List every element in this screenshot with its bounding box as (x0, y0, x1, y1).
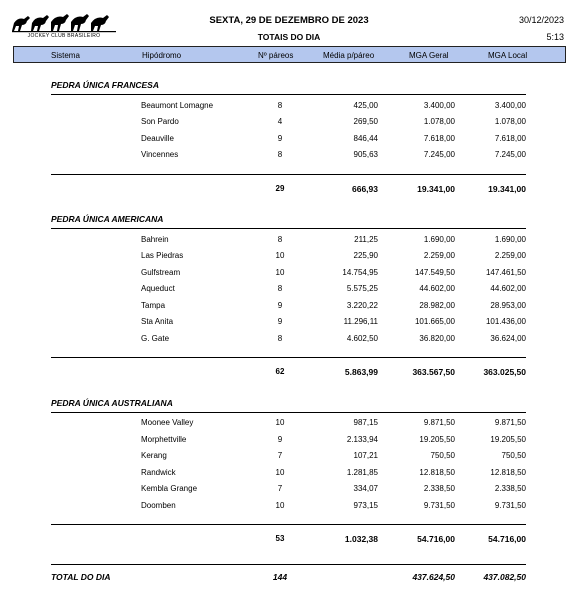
mga-geral-value: 44.602,00 (419, 284, 455, 293)
grand-total-label: TOTAL DO DIA (51, 572, 111, 582)
column-header-bar (13, 46, 566, 63)
section-divider (51, 228, 526, 229)
report-time: 5:13 (546, 32, 564, 42)
total-media: 666,93 (352, 184, 378, 194)
logo-text: JOCKEY CLUB BRASILEIRO (27, 33, 101, 39)
mga-local-value: 7.245,00 (494, 150, 526, 159)
table-row (0, 150, 578, 162)
mga-geral-value: 9.871,50 (423, 418, 455, 427)
media-value: 5.575,25 (346, 284, 378, 293)
table-row (0, 301, 578, 313)
hipodromo-name: Randwick (141, 468, 176, 477)
mga-geral-value: 1.078,00 (423, 117, 455, 126)
mga-geral-value: 1.690,00 (423, 235, 455, 244)
table-row (0, 451, 578, 463)
media-value: 4.602,50 (346, 334, 378, 343)
media-value: 973,15 (353, 501, 378, 510)
media-value: 211,25 (354, 235, 378, 244)
mga-local-value: 147.461,50 (485, 268, 526, 277)
media-value: 107,21 (353, 451, 378, 460)
section-total-row (0, 184, 578, 196)
pareos-count: 7 (277, 484, 283, 493)
media-value: 334,07 (353, 484, 378, 493)
pareos-count: 8 (277, 284, 283, 293)
table-row (0, 268, 578, 280)
media-value: 269,50 (353, 117, 378, 126)
hipodromo-name: Kerang (141, 451, 167, 460)
mga-geral-value: 36.820,00 (419, 334, 455, 343)
section-total-row (0, 534, 578, 546)
hipodromo-name: Deauville (141, 134, 174, 143)
hipodromo-name: G. Gate (141, 334, 170, 343)
hipodromo-name: Doomben (141, 501, 176, 510)
pareos-count: 8 (277, 150, 283, 159)
pareos-count: 9 (277, 301, 283, 310)
pareos-count: 10 (275, 501, 285, 510)
mga-local-value: 7.618,00 (494, 134, 526, 143)
mga-geral-value: 101.665,00 (414, 317, 455, 326)
hipodromo-name: Moonee Valley (141, 418, 194, 427)
mga-geral-value: 7.618,00 (423, 134, 455, 143)
table-row (0, 334, 578, 346)
media-value: 425,00 (353, 101, 378, 110)
report-subtitle: TOTAIS DO DIA (257, 32, 321, 42)
hipodromo-name: Tampa (141, 301, 166, 310)
media-value: 846,44 (353, 134, 378, 143)
mga-local-value: 1.690,00 (494, 235, 526, 244)
hipodromo-name: Las Piedras (141, 251, 184, 260)
grand-total-row (0, 572, 578, 584)
mga-local-value: 12.818,50 (490, 468, 526, 477)
mga-local-value: 44.602,00 (490, 284, 526, 293)
col-hipodromo: Hipódromo (142, 51, 182, 60)
hipodromo-name: Aqueduct (141, 284, 175, 293)
pareos-count: 10 (275, 418, 285, 427)
section-title: PEDRA ÚNICA AUSTRALIANA (51, 398, 173, 408)
col-n-pareos: Nº páreos (258, 51, 294, 60)
total-mga-geral: 19.341,00 (417, 184, 455, 194)
pareos-count: 10 (275, 468, 285, 477)
mga-geral-value: 9.731,50 (423, 501, 455, 510)
pareos-count: 8 (277, 235, 283, 244)
hipodromo-name: Gulfstream (141, 268, 181, 277)
total-pareos: 62 (275, 367, 285, 376)
mga-local-value: 101.436,00 (485, 317, 526, 326)
media-value: 987,15 (353, 418, 378, 427)
table-row (0, 317, 578, 329)
grand-total-mga-local: 437.082,50 (483, 572, 526, 582)
total-mga-geral: 363.567,50 (412, 367, 455, 377)
section-title: PEDRA ÚNICA FRANCESA (51, 80, 159, 90)
mga-geral-value: 2.338,50 (423, 484, 455, 493)
table-row (0, 468, 578, 480)
media-value: 2.133,94 (346, 435, 378, 444)
total-divider (51, 357, 526, 358)
table-row (0, 435, 578, 447)
grand-total-mga-geral: 437.624,50 (412, 572, 455, 582)
mga-geral-value: 19.205,50 (419, 435, 455, 444)
total-mga-local: 54.716,00 (488, 534, 526, 544)
table-row (0, 251, 578, 263)
hipodromo-name: Son Pardo (141, 117, 179, 126)
report-date: 30/12/2023 (518, 15, 564, 25)
total-mga-local: 363.025,50 (483, 367, 526, 377)
mga-local-value: 28.953,00 (490, 301, 526, 310)
media-value: 11.296,11 (343, 317, 378, 326)
mga-local-value: 750,50 (501, 451, 526, 460)
section-total-row (0, 367, 578, 379)
pareos-count: 9 (277, 134, 283, 143)
grand-total-pareos: 144 (272, 572, 288, 582)
table-row (0, 134, 578, 146)
table-row (0, 501, 578, 513)
hipodromo-name: Morphettville (141, 435, 187, 444)
mga-geral-value: 2.259,00 (423, 251, 455, 260)
total-mga-geral: 54.716,00 (417, 534, 455, 544)
media-value: 905,63 (353, 150, 378, 159)
table-row (0, 484, 578, 496)
total-pareos: 29 (275, 184, 285, 193)
pareos-count: 9 (277, 317, 283, 326)
total-media: 5.863,99 (344, 367, 378, 377)
mga-local-value: 2.338,50 (494, 484, 526, 493)
pareos-count: 7 (277, 451, 283, 460)
section-title: PEDRA ÚNICA AMERICANA (51, 214, 164, 224)
section-divider (51, 94, 526, 95)
pareos-count: 9 (277, 435, 283, 444)
pareos-count: 4 (277, 117, 283, 126)
mga-geral-value: 28.982,00 (419, 301, 455, 310)
col-mga-geral: MGA Geral (409, 51, 449, 60)
mga-local-value: 9.731,50 (494, 501, 526, 510)
mga-local-value: 36.624,00 (490, 334, 526, 343)
table-row (0, 101, 578, 113)
hipodromo-name: Bahrein (141, 235, 169, 244)
report-title: SEXTA, 29 DE DEZEMBRO DE 2023 (209, 15, 369, 26)
total-divider (51, 524, 526, 525)
total-pareos: 53 (275, 534, 285, 543)
pareos-count: 8 (277, 101, 283, 110)
hipodromo-name: Vincennes (141, 150, 179, 159)
col-mga-local: MGA Local (488, 51, 528, 60)
media-value: 1.281,85 (346, 468, 378, 477)
mga-geral-value: 3.400,00 (423, 101, 455, 110)
mga-geral-value: 7.245,00 (423, 150, 455, 159)
hipodromo-name: Beaumont Lomagne (141, 101, 214, 110)
grand-total-divider (51, 564, 526, 565)
mga-local-value: 2.259,00 (494, 251, 526, 260)
hipodromo-name: Sta Anita (141, 317, 174, 326)
pareos-count: 10 (275, 268, 285, 277)
mga-local-value: 9.871,50 (494, 418, 526, 427)
hipodromo-name: Kembla Grange (141, 484, 198, 493)
media-value: 225,90 (353, 251, 378, 260)
table-row (0, 117, 578, 129)
col-sistema: Sistema (51, 51, 80, 60)
total-divider (51, 174, 526, 175)
pareos-count: 10 (275, 251, 285, 260)
table-row (0, 235, 578, 247)
table-row (0, 418, 578, 430)
media-value: 3.220,22 (346, 301, 378, 310)
mga-local-value: 19.205,50 (490, 435, 526, 444)
mga-local-value: 3.400,00 (494, 101, 526, 110)
mga-local-value: 1.078,00 (494, 117, 526, 126)
total-mga-local: 19.341,00 (488, 184, 526, 194)
col-media: Média p/páreo (323, 51, 375, 60)
mga-geral-value: 12.818,50 (419, 468, 455, 477)
media-value: 14.754,95 (342, 268, 378, 277)
total-media: 1.032,38 (344, 534, 378, 544)
pareos-count: 8 (277, 334, 283, 343)
table-row (0, 284, 578, 296)
mga-geral-value: 147.549,50 (414, 268, 455, 277)
mga-geral-value: 750,50 (430, 451, 455, 460)
section-divider (51, 412, 526, 413)
